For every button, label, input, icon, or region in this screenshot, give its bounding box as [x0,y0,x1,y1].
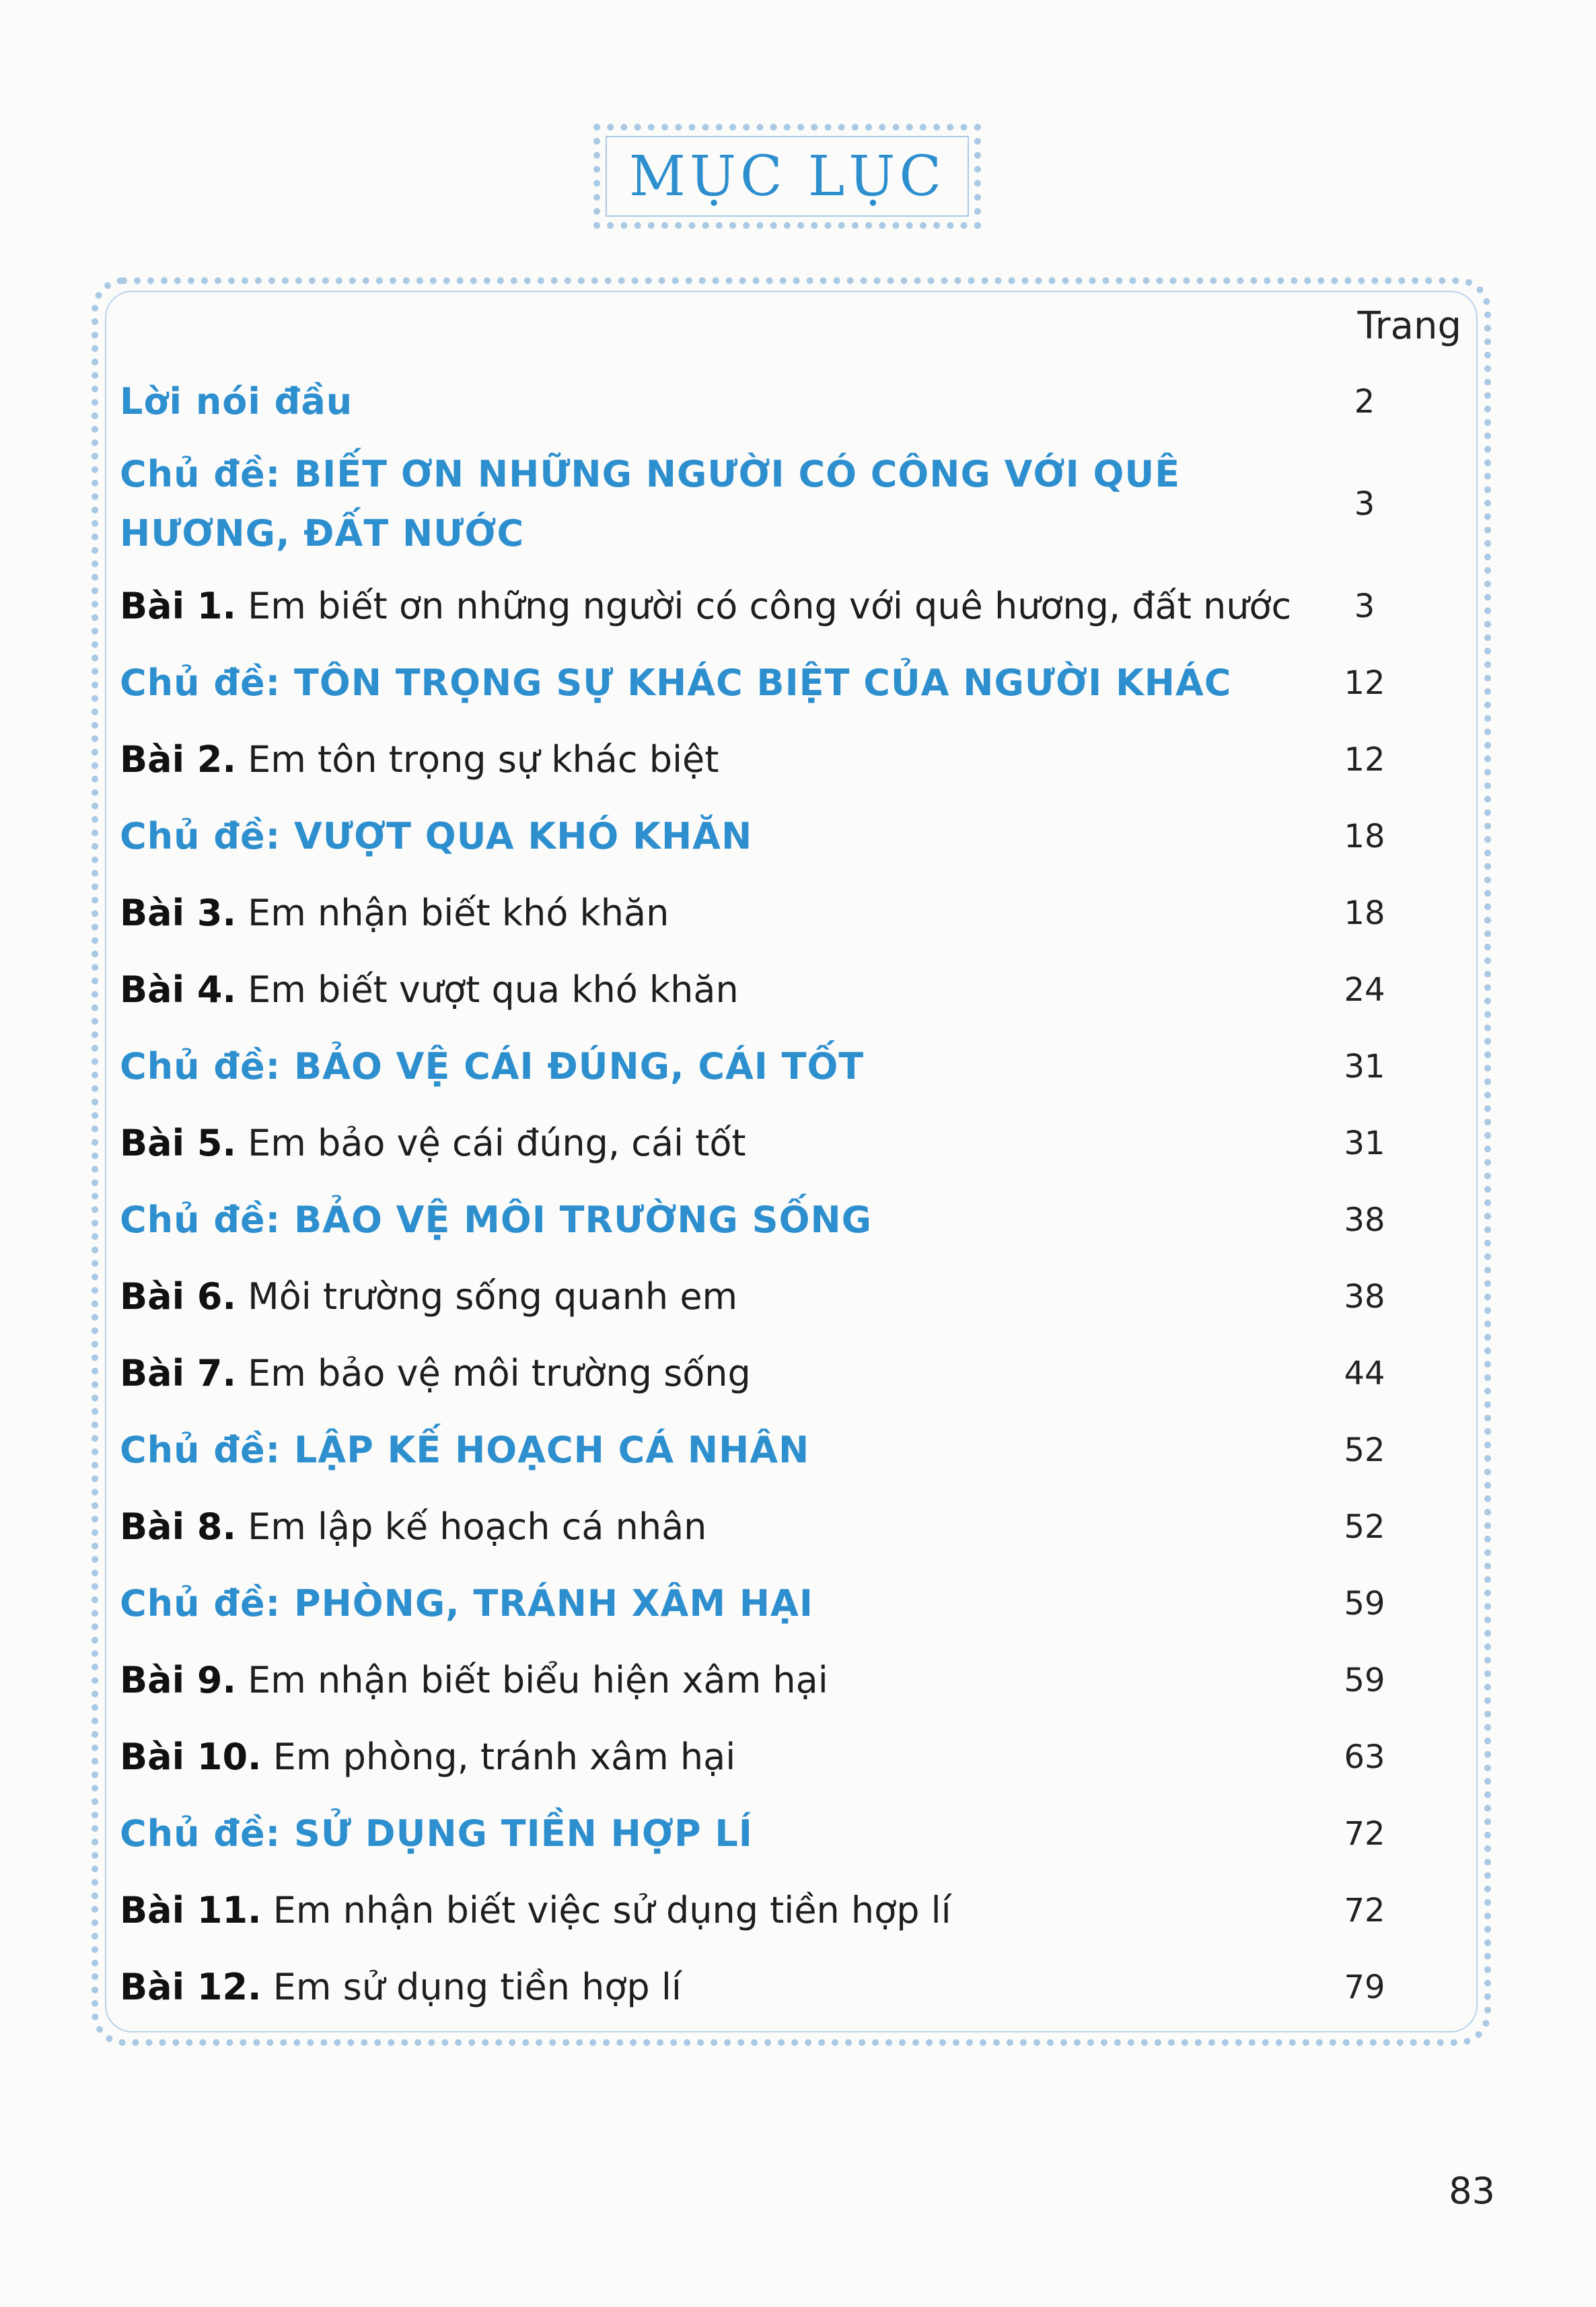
toc-topic-row [120,1028,1460,1105]
toc-lesson-title [120,1958,1344,2017]
toc-topic-row [120,1412,1460,1489]
toc-lesson-title [120,1114,1344,1173]
page-number: 83 [1449,2170,1495,2212]
toc-page-number: 72 [1344,1892,1385,1929]
toc-lesson-title [120,1728,1344,1787]
toc-topic-title: Chủ đề: VƯỢT QUA KHÓ KHĂN [120,815,753,857]
toc-topic-title: Chủ đề: SỬ DỤNG TIỀN HỢP LÍ [120,1812,753,1855]
toc-lesson-title [120,1651,1344,1710]
toc-lesson-row [120,1642,1460,1719]
toc-page-number: 38 [1344,1201,1385,1239]
toc-lesson-row [120,1105,1460,1182]
toc-lesson-row [120,1258,1460,1335]
toc-page-number: 31 [1344,1125,1385,1162]
toc-lesson-title [120,577,1344,636]
toc-topic-row [120,645,1460,721]
toc-lesson-title [120,1881,1344,1940]
toc-page-number: 3 [1354,588,1375,625]
lesson-title: Em bảo vệ cái đúng, cái tốt [248,1122,746,1164]
toc-page-number: 63 [1344,1738,1385,1776]
toc-page-number: 59 [1344,1585,1385,1623]
toc-lesson-title [120,1344,1344,1403]
toc-topic-title: Chủ đề: LẬP KẾ HOẠCH CÁ NHÂN [120,1429,810,1471]
toc-page-number: 79 [1344,1968,1385,2006]
toc-topic-title: Chủ đề: BẢO VỆ CÁI ĐÚNG, CÁI TỐT [120,1045,865,1088]
lesson-number: Bài 1. [120,585,236,627]
lesson-title: Em nhận biết khó khăn [248,892,669,934]
toc-lesson-row [120,1949,1460,2026]
toc-lesson-row [120,1872,1460,1949]
toc-page-number: 3 [1354,485,1375,523]
lesson-number: Bài 12. [120,1966,262,2008]
table-of-contents [120,363,1460,2026]
toc-page-number: 18 [1344,818,1385,855]
toc-lesson-title [120,1267,1344,1326]
toc-topic-row [120,798,1460,875]
toc-page-number: 52 [1344,1431,1385,1469]
lesson-number: Bài 4. [120,968,236,1011]
lesson-number: Bài 3. [120,892,236,934]
toc-topic-title: Chủ đề: BẢO VỆ MÔI TRƯỜNG SỐNG [120,1199,872,1241]
lesson-number: Bài 11. [120,1889,262,1931]
toc-lesson-row [120,1489,1460,1565]
toc-page-number: 38 [1344,1278,1385,1316]
lesson-title: Môi trường sống quanh em [248,1275,738,1318]
toc-lesson-title [120,730,1344,789]
toc-lesson-title [120,884,1344,943]
toc-lesson-row [120,568,1460,645]
lesson-title: Em biết vượt qua khó khăn [248,968,739,1011]
toc-topic-row [120,1565,1460,1642]
toc-page-number: 59 [1344,1662,1385,1699]
lesson-number: Bài 5. [120,1122,236,1164]
page-title: MỤC LỤC [628,144,946,209]
lesson-number: Bài 10. [120,1736,262,1778]
lesson-title: Em phòng, tránh xâm hại [273,1736,736,1778]
toc-topic-row [120,363,1460,440]
lesson-number: Bài 9. [120,1659,236,1701]
lesson-number: Bài 8. [120,1505,236,1548]
toc-topic-row [120,1182,1460,1258]
lesson-number: Bài 2. [120,738,236,781]
toc-page-number: 72 [1344,1815,1385,1853]
toc-page-number: 12 [1344,664,1385,702]
toc-page-number: 52 [1344,1508,1385,1546]
toc-page-number: 44 [1344,1355,1385,1392]
toc-topic-title: Chủ đề: TÔN TRỌNG SỰ KHÁC BIỆT CỦA NGƯỜI KHÁC [120,662,1232,704]
lesson-title: Em nhận biết biểu hiện xâm hại [248,1659,828,1701]
toc-topic-row [120,440,1460,568]
toc-lesson-row [120,875,1460,952]
lesson-title: Em biết ơn những người có công với quê hương, đất nước [248,585,1292,627]
toc-lesson-row [120,952,1460,1028]
toc-page-number: 2 [1354,383,1375,421]
toc-lesson-row [120,1719,1460,1796]
lesson-number: Bài 7. [120,1352,236,1394]
toc-page-number: 31 [1344,1048,1385,1086]
lesson-title: Em tôn trọng sự khác biệt [248,738,719,781]
page-column-header: Trang [1357,304,1461,348]
lesson-title: Em lập kế hoạch cá nhân [248,1505,707,1548]
lesson-title: Em sử dụng tiền hợp lí [273,1966,682,2008]
toc-lesson-title [120,960,1344,1020]
title-box [593,124,981,229]
toc-topic-row [120,1796,1460,1872]
toc-topic-title: Chủ đề: BIẾT ƠN NHỮNG NGƯỜI CÓ CÔNG VỚI QUÊ HƯƠNG, ĐẤT NƯỚC [120,453,1181,555]
toc-lesson-row [120,1335,1460,1412]
toc-page-number: 18 [1344,894,1385,932]
toc-page-number: 24 [1344,971,1385,1009]
toc-lesson-title [120,1497,1344,1557]
lesson-title: Em bảo vệ môi trường sống [248,1352,751,1394]
toc-topic-title: Lời nói đầu [120,380,353,423]
toc-lesson-row [120,721,1460,798]
toc-page-number: 12 [1344,741,1385,779]
lesson-number: Bài 6. [120,1275,236,1318]
toc-topic-title: Chủ đề: PHÒNG, TRÁNH XÂM HẠI [120,1582,813,1625]
lesson-title: Em nhận biết việc sử dụng tiền hợp lí [273,1889,951,1931]
